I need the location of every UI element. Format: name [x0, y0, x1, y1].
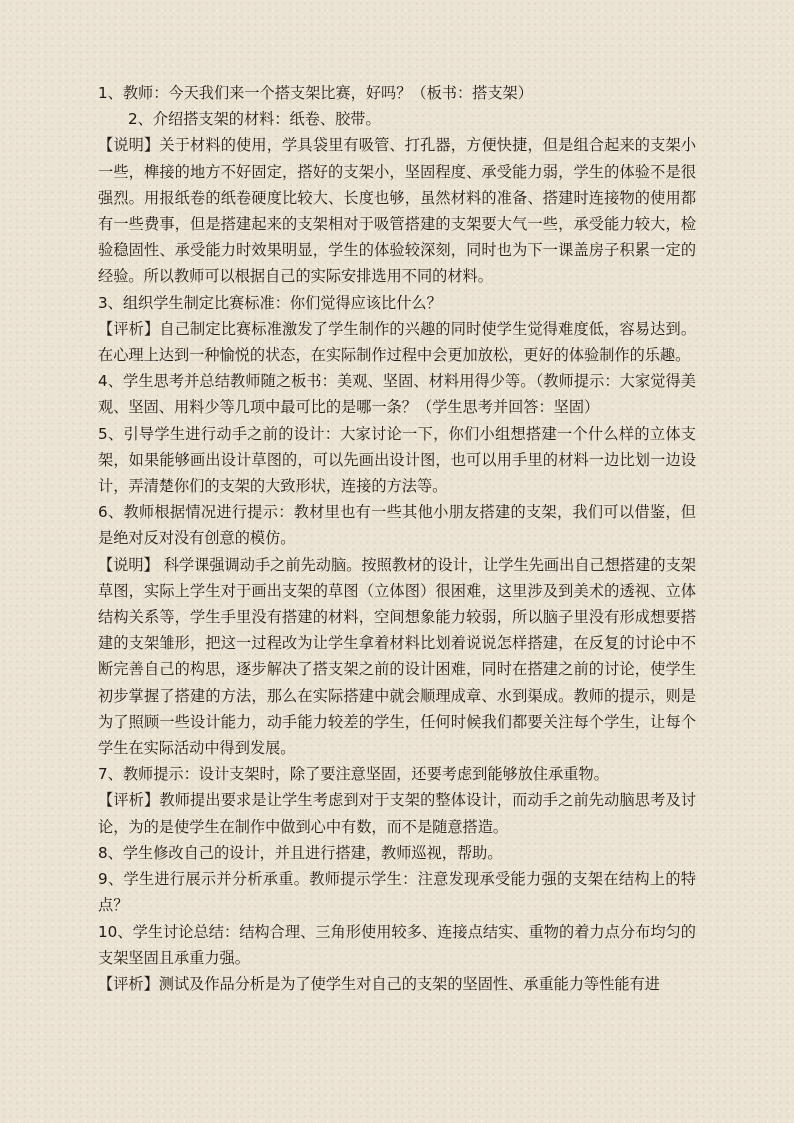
paragraph-15 [98, 971, 696, 997]
paragraph-text: 5、引导学生进行动手之前的设计：大家讨论一下，你们小组想搭建一个什么样的立体支架，如果能够画出设计草图的，可以先画出设计图，也可以用手里的材料一边比划一边设计，弄清楚你们的支架的大致形状，连接的方法等。 [98, 424, 696, 496]
paragraph-10 [98, 761, 696, 787]
paragraph-text: 3、组织学生制定比赛标准：你们觉得应该比什么？ [98, 293, 442, 312]
paragraph-4 [98, 290, 696, 316]
paragraph-1 [98, 80, 696, 106]
paragraph-7 [98, 421, 696, 500]
paragraph-tag: 【评析】 [98, 974, 159, 993]
paragraph-2 [98, 106, 696, 132]
paragraph-13 [98, 866, 696, 918]
document-body [98, 80, 696, 997]
paragraph-text: 关于材料的使用，学具袋里有吸管、打孔器，方便快捷，但是组合起来的支架小一些，榫接的地方不好固定，搭好的支架小，坚固程度、承受能力弱，学生的体验不是很强烈。用报纸卷的纸卷硬度比较大、长度也够，虽然材料的准备、搭建时连接物的使用都有一些费事，但是搭建起来的支架相对于吸管搭建的支架要大气一些，承受能力较大，检验稳固性、承受能力时效果明显，学生的体验较深刻，同时也为下一课盖房子积累一定的经验。所以教师可以根据自己的实际安排选用不同的材料。 [98, 136, 697, 286]
paragraph-14 [98, 919, 696, 971]
paragraph-text: 4、学生思考并总结教师随之板书：美观、坚固、材料用得少等。（教师提示：大家觉得美观、坚固、用料少等几项中最可比的是哪一条？（学生思考并回答：坚固） [98, 372, 696, 417]
paragraph-text: 1、教师：今天我们来一个搭支架比赛，好吗？（板书：搭支架） [98, 84, 533, 102]
paragraph-text: 8、学生修改自己的设计，并且进行搭建，教师巡视，帮助。 [98, 843, 503, 862]
paragraph-tag: 【评析】 [98, 791, 160, 810]
paragraph-text: 教师提出要求是让学生考虑到对于支架的整体设计，而动手之前先动脑思考及讨论，为的是使学生在制作中做到心中有数，而不是随意搭造。 [98, 791, 697, 836]
paragraph-text: 10、学生讨论总结：结构合理、三角形使用较多、连接点结实、重物的着力点分布均匀的支架坚固且承重力强。 [98, 922, 696, 967]
paragraph-12 [98, 840, 696, 866]
paragraph-text: 2、介绍搭支架的材料：纸卷、胶带。 [128, 110, 381, 129]
paragraph-text: 7、教师提示：设计支架时，除了要注意坚固，还要考虑到能够放住承重物。 [98, 765, 609, 784]
paragraph-text: 9、学生进行展示并分析承重。教师提示学生：注意发现承受能力强的支架在结构上的特点？ [98, 870, 696, 915]
paragraph-5 [98, 316, 696, 368]
paragraph-6 [98, 368, 696, 420]
paragraph-text: 6、教师根据情况进行提示：教材里也有一些其他小朋友搭建的支架，我们可以借鉴，但是绝对反对没有创意的模仿。 [98, 503, 696, 548]
paragraph-tag: 【评析】 [98, 319, 160, 338]
paragraph-9 [98, 552, 696, 762]
paragraph-text: 测试及作品分析是为了使学生对自己的支架的坚固性、承重能力等性能有进 [158, 974, 660, 993]
paragraph-text: 自己制定比赛标准激发了学生制作的兴趣的同时使学生觉得难度低，容易达到。在心理上达到一种愉悦的状态，在实际制作过程中会更加放松，更好的体验制作的乐趣。 [98, 319, 697, 365]
paragraph-tag: 【说明】 [98, 555, 159, 574]
paragraph-8 [98, 499, 696, 551]
paragraph-11 [98, 787, 696, 839]
paragraph-3 [98, 132, 696, 289]
paragraph-tag: 【说明】 [98, 136, 160, 155]
paragraph-text: 科学课强调动手之前先动脑。按照教材的设计，让学生先画出自己想搭建的支架草图，实际上学生对于画出支架的草图（立体图）很困难，这里涉及到美术的透视、立体结构关系等，学生手里没有搭建的材料，空间想象能力较弱，所以脑子里没有形成想要搭建的支架雏形，把这一过程改为让学生拿着材料比划着说说怎样搭建，在反复的讨论中不断完善自己的构思，逐步解决了搭支架之前的设计困难，同时在搭建之前的讨论，使学生初步掌握了搭建的方法，那么在实际搭建中就会顺理成章、水到渠成。教师的提示，则是为了照顾一些设计能力，动手能力较差的学生，任何时候我们都要关注每个学生，让每个学生在实际活动中得到发展。 [98, 555, 697, 758]
